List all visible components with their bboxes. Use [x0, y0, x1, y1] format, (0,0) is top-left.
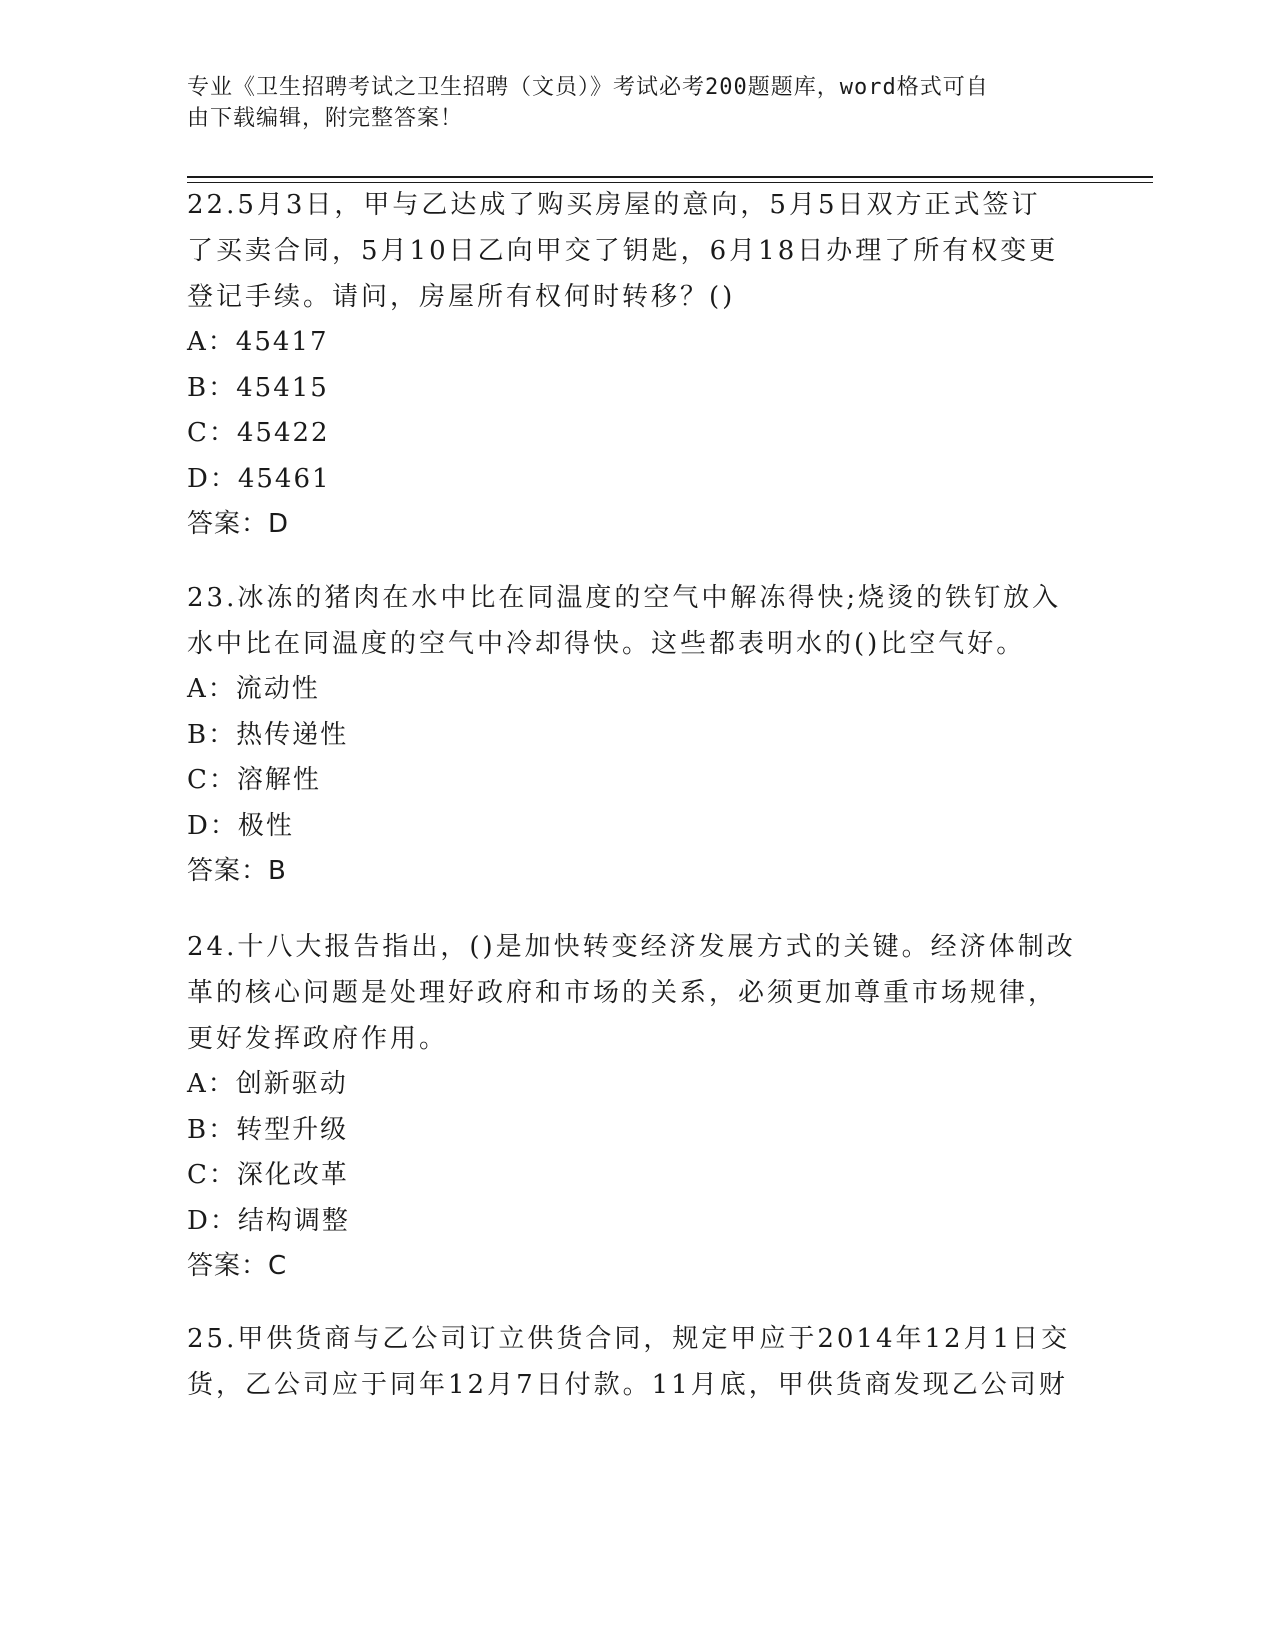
- option-c: C：深化改革: [187, 1160, 349, 1190]
- option-b: B：热传递性: [187, 719, 349, 750]
- answer: 答案：D: [187, 509, 290, 539]
- question-stem-line: 了买卖合同，5月10日乙向甲交了钥匙，6月18日办理了所有权变更: [187, 236, 1059, 266]
- header-rule-thick: [187, 176, 1153, 178]
- question-stem-line: 货，乙公司应于同年12月7日付款。11月底，甲供货商发现乙公司财: [187, 1370, 1068, 1400]
- option-c: C：溶解性: [187, 765, 321, 795]
- question-stem-line: 25.甲供货商与乙公司订立供货合同，规定甲应于2014年12月1日交: [187, 1324, 1071, 1354]
- question-stem-line: 水中比在同温度的空气中冷却得快。这些都表明水的()比空气好。: [187, 629, 1026, 659]
- question-stem-line: 更好发挥政府作用。: [187, 1024, 449, 1054]
- document-header: [187, 72, 1067, 134]
- question-stem-line: 革的核心问题是处理好政府和市场的关系，必须更加尊重市场规律，: [187, 978, 1058, 1008]
- question-stem-line: 22.5月3日，甲与乙达成了购买房屋的意向，5月5日双方正式签订: [187, 190, 1041, 220]
- header-line-1: 专业《卫生招聘考试之卫生招聘（文员）》考试必考200题题库，word格式可自: [187, 75, 989, 100]
- header-line-2: 由下载编辑，附完整答案！: [187, 106, 464, 131]
- option-a: A：45417: [187, 327, 329, 357]
- option-c: C：45422: [187, 418, 330, 448]
- question-stem-line: 23.冰冻的猪肉在水中比在同温度的空气中解冻得快;烧烫的铁钉放入: [187, 583, 1062, 613]
- answer: 答案：C: [187, 1251, 288, 1281]
- question-stem-line: 登记手续。请问，房屋所有权何时转移？(): [187, 282, 736, 312]
- question-24: [187, 924, 1087, 1289]
- question-23: [187, 575, 1087, 894]
- option-b: B：转型升级: [187, 1114, 349, 1145]
- option-a: A：创新驱动: [187, 1069, 348, 1099]
- question-22: [187, 182, 1087, 547]
- option-b: B：45415: [187, 372, 329, 403]
- answer: 答案：B: [187, 856, 287, 886]
- question-stem-line: 24.十八大报告指出，()是加快转变经济发展方式的关键。经济体制改: [187, 932, 1076, 962]
- option-d: D：极性: [187, 810, 294, 841]
- option-d: D：45461: [187, 463, 331, 494]
- question-25: [187, 1316, 1087, 1408]
- option-a: A：流动性: [187, 674, 320, 704]
- option-d: D：结构调整: [187, 1205, 350, 1236]
